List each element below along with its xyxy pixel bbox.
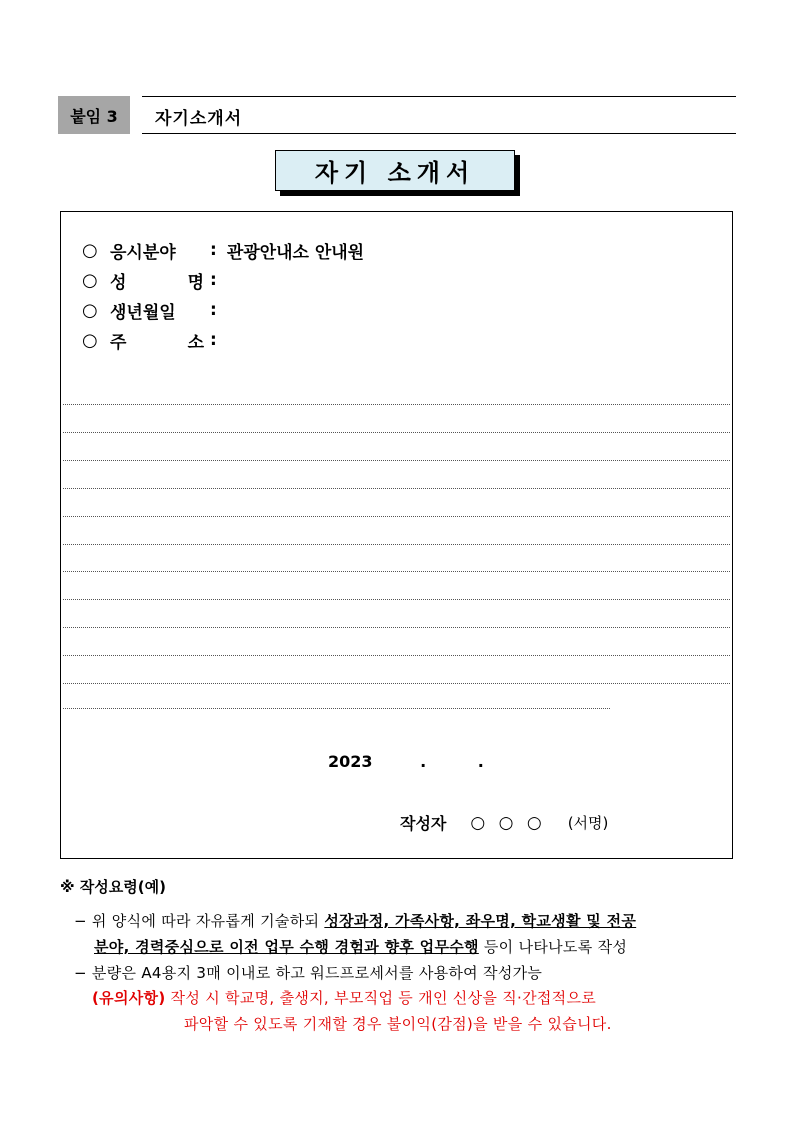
header-rule-top [142,96,736,97]
field-colon: : [210,240,217,260]
field-colon: : [210,300,217,320]
writing-line[interactable] [63,460,730,461]
writing-line[interactable] [63,683,730,684]
header-rule-bottom [142,133,736,134]
guide-heading: ※ 작성요령(예) [60,878,166,896]
writing-line[interactable] [63,432,730,433]
guide-note: (유의사항) 작성 시 학교명, 출생지, 부모직업 등 개인 신상을 직·간접적으로 [92,989,597,1007]
writing-line[interactable] [63,655,730,656]
signer-name-placeholder[interactable]: ○ ○ ○ [470,812,546,833]
header-title: 자기소개서 [155,109,243,129]
date-line [328,752,484,771]
field-birthdate [82,298,227,322]
field-colon: : [210,270,217,290]
date-dot-month: . [420,752,427,771]
attachment-tag: 붙임 3 [58,96,130,134]
guide-note-cont: 파악할 수 있도록 기재할 경우 불이익(감점)을 받을 수 있습니다. [184,1015,612,1033]
date-year: 2023 [328,752,373,771]
field-label: 주 소 [110,332,204,353]
signature-label: (서명) [567,814,609,832]
field-label: 응시분야 [110,242,176,263]
field-value[interactable]: 관광안내소 안내원 [226,242,365,263]
guide-item-2: − 분량은 A4용지 3매 이내로 하고 워드프로세서를 사용하여 작성가능 [74,964,543,982]
field-colon: : [210,330,217,350]
writing-line[interactable] [63,488,730,489]
document-title: 자기 소개서 [275,150,515,191]
writing-line[interactable] [63,571,730,572]
date-dot-day: . [477,752,484,771]
field-address [82,328,227,352]
writing-line[interactable] [63,708,610,709]
field-label: 성 명 [110,272,204,293]
guide-item-1-cont: 분야, 경력중심으로 이전 업무 수행 경험과 향후 업무수행 등이 나타나도록 작성 [94,938,628,956]
field-label: 생년월일 [110,302,176,323]
signer-line [400,811,608,834]
writing-line[interactable] [63,599,730,600]
signer-label: 작성자 [400,814,447,833]
writing-line[interactable] [63,404,730,405]
circle-bullet-icon: ○ [82,239,98,261]
writing-line[interactable] [63,627,730,628]
field-name [82,268,227,292]
circle-bullet-icon: ○ [82,269,98,291]
circle-bullet-icon: ○ [82,329,98,351]
guide-item-1: − 위 양식에 따라 자유롭게 기술하되 성장과정, 가족사항, 좌우명, 학교생활 및 전공 [74,912,637,930]
writing-line[interactable] [63,544,730,545]
field-application-area [82,238,364,262]
writing-line[interactable] [63,516,730,517]
circle-bullet-icon: ○ [82,299,98,321]
